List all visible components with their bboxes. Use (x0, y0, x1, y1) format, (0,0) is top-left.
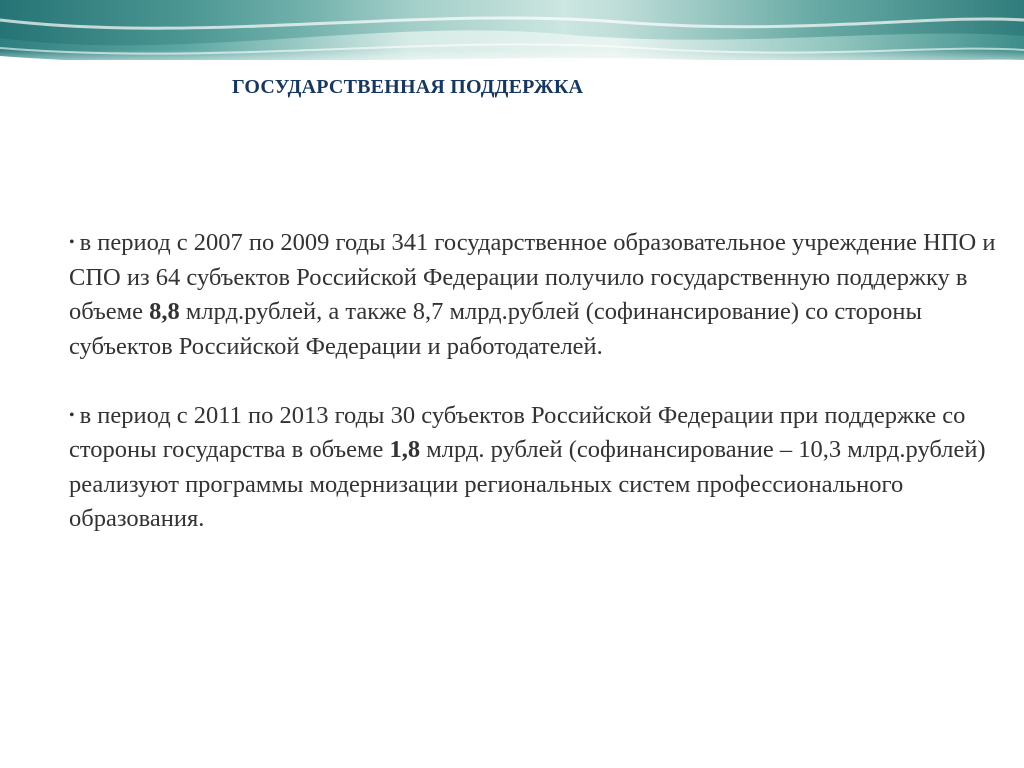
bullet-item-2 (69, 399, 999, 537)
bullet-item-1-text-start: в период с 2007 по 2009 годы 341 государственное образовательное учреждение НПО и СПО из 64 субъектов Российской Федерации получило государственную поддержку в объеме (69, 229, 996, 325)
bullet-item-2-amount: 1,8 (389, 436, 421, 463)
bullet-item-1-text-end: млрд.рублей, а также 8,7 млрд.рублей (софинансирование) со стороны субъектов Российской Федерации и работодателей. (69, 298, 922, 360)
bullet-item-1-amount: 8,8 (149, 298, 180, 325)
bullet-list (69, 226, 999, 537)
bullet-marker: • (69, 406, 75, 424)
bullet-marker: • (69, 234, 75, 251)
bullet-item-1 (69, 226, 999, 364)
bullet-item-2-text-end: млрд. рублей (софинансирование – 10,3 млрд.рублей) реализуют программы модернизации региональных систем профессионального образования. (69, 436, 986, 532)
decorative-wave-banner (0, 0, 1024, 82)
slide-title: ГОСУДАРСТВЕННАЯ ПОДДЕРЖКА (232, 76, 584, 98)
bullet-item-2-text-start: в период с 2011 по 2013 годы 30 субъектов Российской Федерации при поддержке со стороны государства в объеме (69, 401, 966, 463)
